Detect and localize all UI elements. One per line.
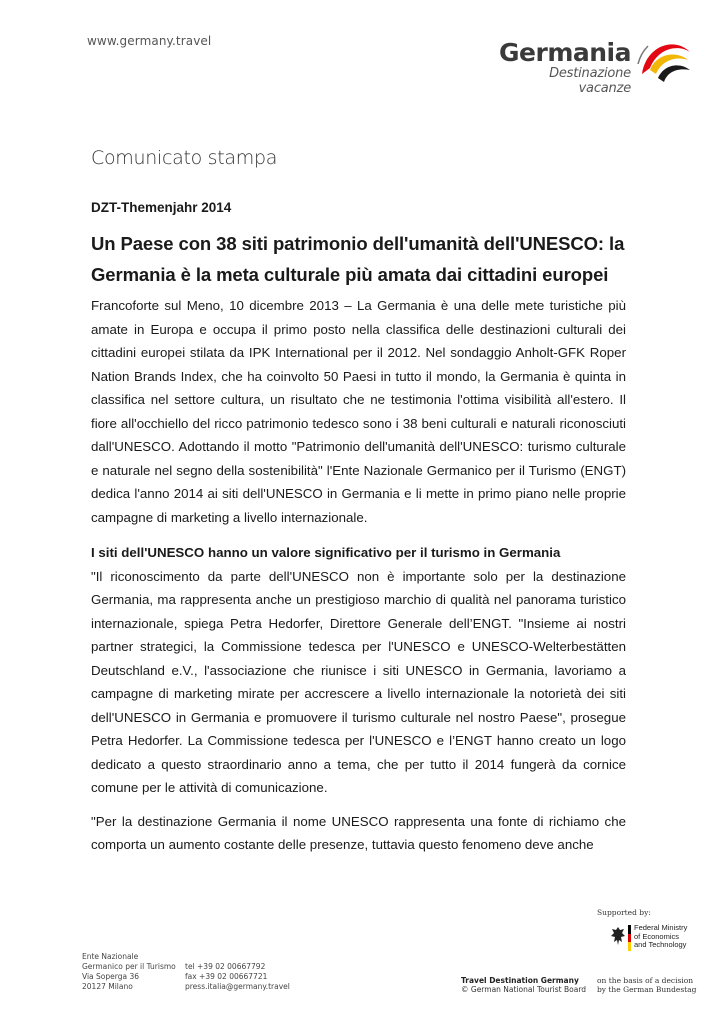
ministry-line-1: Federal Ministry [634, 923, 688, 932]
ministry-name [634, 924, 687, 950]
address-line-1: Ente Nazionale [82, 952, 139, 961]
brand-tagline: Destinazione vacanze [549, 66, 631, 96]
basis-line-1: on the basis of a decision [597, 976, 694, 985]
tdg-copyright: © German National Tourist Board [461, 985, 587, 994]
contact-tel: tel +39 02 00667792 [185, 962, 266, 971]
headline: Un Paese con 38 siti patrimonio dell'umanità dell'UNESCO: la Germania è la meta culturale più amata dai cittadini europei [91, 233, 625, 285]
supported-by-label: Supported by: [597, 908, 651, 917]
ministry-line-2: of Economics [634, 931, 680, 941]
kicker: DZT-Themenjahr 2014 [91, 200, 232, 215]
footer-tdg [461, 976, 586, 994]
address-line-3: Via Soperga 36 [82, 972, 139, 981]
press-release-body [91, 200, 626, 857]
body-paragraph-2: "Per la destinazione Germania il nome UNESCO rappresenta una fonte di richiamo che comporta un aumento costante delle presenze, tuttavia questo fenomeno deve anche [91, 813, 626, 852]
contact-email[interactable]: press.italia@germany.travel [185, 982, 290, 991]
basis-line-2: by the German Bundestag [597, 985, 697, 994]
contact-fax: fax +39 02 00667721 [185, 972, 268, 981]
document-type: Comunicato stampa [91, 147, 278, 169]
footer-contact [185, 962, 290, 992]
section-subhead: I siti dell'UNESCO hanno un valore significativo per il turismo in Germania [91, 545, 561, 560]
german-flag-bar [628, 925, 631, 951]
footer-address [82, 952, 176, 992]
tdg-title: Travel Destination Germany [461, 976, 579, 985]
address-line-4: 20127 Milano [82, 982, 133, 991]
ministry-line-3: and Technology [634, 940, 687, 950]
address-line-2: Germanico per il Turismo [82, 962, 176, 971]
intro-paragraph: Francoforte sul Meno, 10 dicembre 2013 – La Germania è una delle mete turistiche più amate in Europa e occupa il primo posto nella classifica delle destinazioni culturali dei cittadini europei stilata da IPK International per il 2012. Nel sondaggio Anholt-GFK Roper Nation Brands Index, che ha coinvolto 50 Paesi in tutto il mondo, la Germania è quinta in classifica nel settore cultura, un risultato che ne testimonia l'ottima visibilità all'estero. Il fiore all'occhiello del ricco patrimonio tedesco sono i 38 beni culturali e naturali riconosciuti dall'UNESCO. Adottando il motto "Patrimonio dell'umanità dell'UNESCO: turismo culturale e naturale nel segno della sostenibilità" l'Ente Nazionale Germanico per il Turismo (ENGT) dedica l'anno 2014 ai siti dell'UNESCO in Germania e li mette in primo piano nelle proprie campagne di marketing a livello internazionale. [91, 298, 626, 525]
brand-block [496, 38, 696, 96]
brand-name: Germania [499, 38, 631, 67]
federal-eagle-icon [610, 925, 626, 947]
website-url: www.germany.travel [87, 34, 212, 48]
body-paragraph-1: "Il riconoscimento da parte dell'UNESCO non è importante solo per la destinazione Germania, ma rappresenta anche un prestigioso marchio di qualità nel panorama turistico internazionale, spiega Petra Hedorfer, Direttore Generale dell’ENGT. "Insieme ai nostri partner strategici, la Commissione tedesca per l'UNESCO e UNESCO-Welterbestätten Deutschland e.V., l'associazione che riunisce i siti UNESCO in Germania, lavoriamo a campagne di marketing mirate per accrescere a livello internazionale la notorietà dei siti dell'UNESCO in Germania e promuovere il turismo culturale nel nostro Paese", prosegue Petra Hedorfer. La Commissione tedesca per l'UNESCO e l’ENGT hanno creato un logo dedicato a questo straordinario anno a tema, che per tutto il 2014 fungerà da cornice comune per le attività di comunicazione. [91, 568, 626, 795]
ministry-logo [610, 925, 700, 965]
germany-swoosh-logo [636, 34, 694, 90]
footer-bundestag-note [597, 976, 696, 994]
